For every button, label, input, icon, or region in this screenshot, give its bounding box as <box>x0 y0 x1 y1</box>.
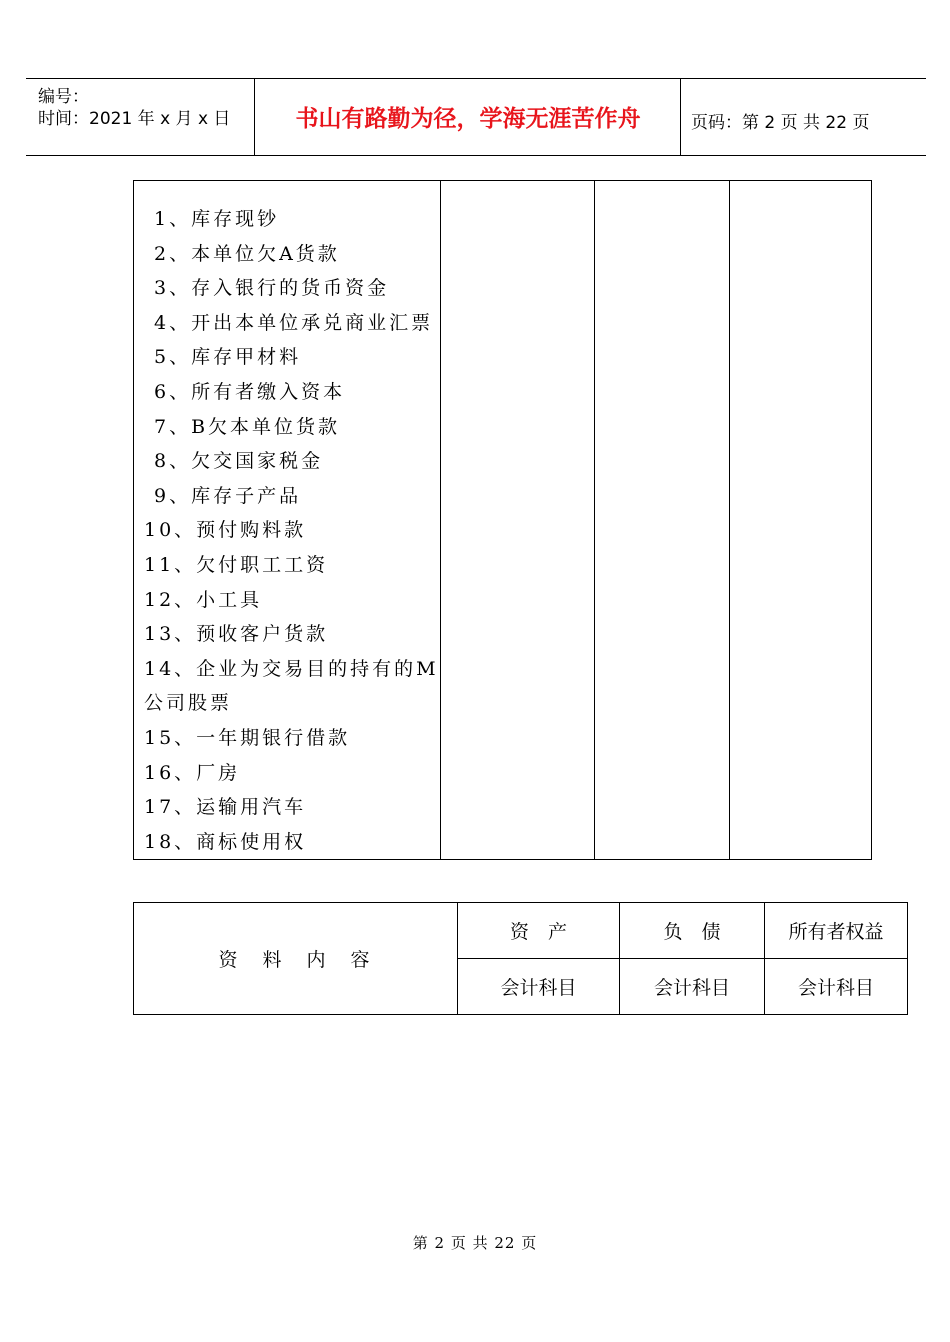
list-item: 13、预收客户货款 <box>144 623 329 646</box>
list-item: 14、企业为交易目的持有的M <box>144 657 439 680</box>
asset-subheader <box>458 959 620 1015</box>
list-item: 11、欠付职工工资 <box>144 553 329 576</box>
items-list-cell <box>134 181 441 860</box>
list-item: 6、所有者缴入资本 <box>154 380 346 403</box>
list-item: 2、本单位欠A货款 <box>154 242 340 265</box>
asset-column-cell <box>441 181 595 860</box>
header-bottom-rule <box>26 155 926 156</box>
header-divider-right <box>680 78 681 156</box>
header-motto: 书山有路勤为径，学海无涯苦作舟 <box>295 106 641 132</box>
list-item: 7、B欠本单位货款 <box>154 415 341 438</box>
liability-header <box>620 903 765 959</box>
header-top-rule <box>26 78 926 79</box>
equity-subheader <box>765 959 908 1015</box>
equity-column-cell <box>730 181 872 860</box>
list-item: 10、预付购料款 <box>144 519 307 542</box>
equity-subheader-label: 会计科目 <box>797 977 874 999</box>
equity-header-label: 所有者权益 <box>788 921 884 943</box>
liability-subheader-label: 会计科目 <box>653 977 730 999</box>
page-footer: 第 2 页 共 22 页 <box>412 1234 538 1252</box>
list-item: 8、欠交国家税金 <box>154 450 324 473</box>
list-item: 4、开出本单位承兑商业汇票 <box>154 311 434 334</box>
list-item: 15、一年期银行借款 <box>144 726 351 749</box>
list-item: 17、运输用汽车 <box>144 796 307 819</box>
list-item: 18、商标使用权 <box>144 830 307 853</box>
liability-subheader <box>620 959 765 1015</box>
list-item: 9、库存子产品 <box>154 484 302 507</box>
list-item: 5、库存甲材料 <box>154 346 302 369</box>
liability-header-label: 负 债 <box>663 921 721 943</box>
document-time-label: 时间：2021 年 x 月 x 日 <box>38 109 231 129</box>
document-number-label: 编号： <box>38 87 89 107</box>
page-info: 页码：第 2 页 共 22 页 <box>691 113 870 133</box>
category-table <box>133 902 908 1015</box>
asset-header <box>458 903 620 959</box>
list-item: 12、小工具 <box>144 588 263 611</box>
list-item: 公司股票 <box>144 692 233 715</box>
liability-column-cell <box>595 181 730 860</box>
asset-subheader-label: 会计科目 <box>500 977 577 999</box>
list-item: 1、库存现钞 <box>154 208 280 230</box>
list-item: 3、存入银行的货币资金 <box>154 277 390 300</box>
header-divider-left <box>254 78 255 156</box>
content-header-label: 资 料 内 容 <box>218 949 373 971</box>
asset-header-label: 资 产 <box>509 921 567 943</box>
equity-header <box>765 903 908 959</box>
list-item: 16、厂房 <box>144 761 241 784</box>
content-header <box>134 903 458 1015</box>
items-table <box>133 180 872 860</box>
